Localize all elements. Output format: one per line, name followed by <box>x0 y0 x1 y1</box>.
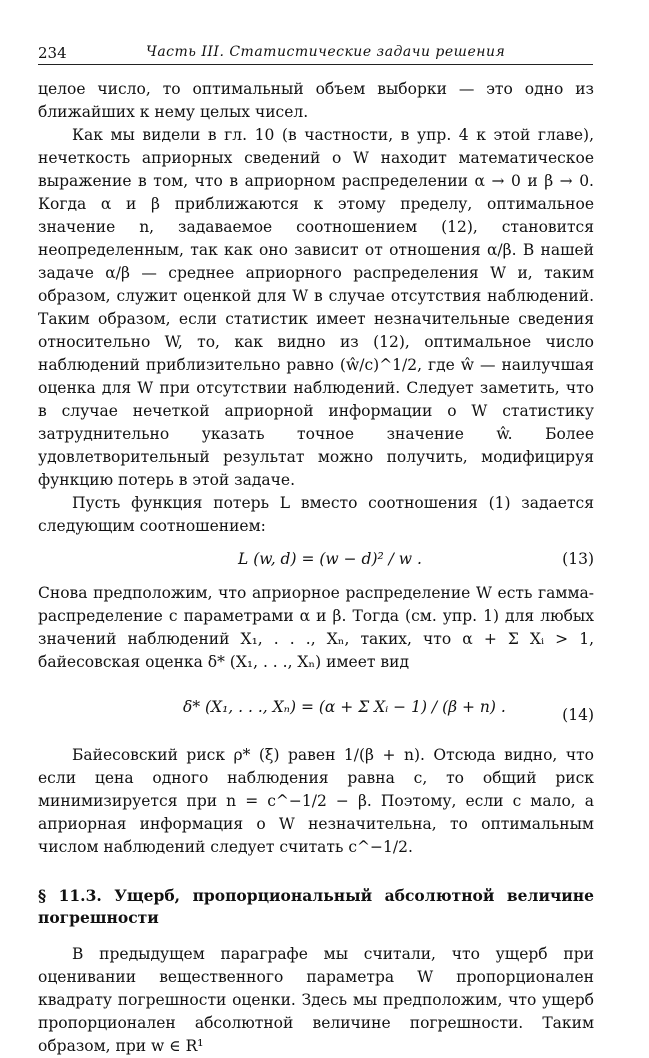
section-title: § 11.3. Ущерб, пропорциональный абсолютной величине погрешности <box>38 886 594 927</box>
paragraph-4: Снова предположим, что априорное распределение W есть гамма-распределение с параметрами α и β. Тогда (см. упр. 1) для любых значений наблюдений X₁, . . ., Xₙ, таких, что α + Σ Xᵢ > 1, байесовская оценка δ* (X₁, . . ., Xₙ) имеет вид <box>38 584 594 671</box>
paragraph-6: В предыдущем параграфе мы считали, что ущерб при оценивании вещественного параметра W пропорционален квадрату погрешности оценки. Здесь мы предположим, что ущерб пропорционален абсолютной величине погрешности. Таким образом, при w ∈ R¹ <box>38 945 594 1055</box>
equation-14-number: (14) <box>562 706 594 724</box>
equation-13 <box>38 538 594 582</box>
equation-14 <box>38 674 594 744</box>
paragraph-3: Пусть функция потерь L вместо соотношения (1) задается следующим соотношением: <box>38 494 594 535</box>
page-body <box>38 78 594 1058</box>
equation-14-formula: δ* (X₁, . . ., Xₙ) = (α + Σ Xᵢ − 1) / (β + n) . <box>183 698 506 716</box>
paragraph-1: целое число, то оптимальный объем выборки — это одно из ближайших к нему целых чисел. <box>38 80 594 121</box>
paragraph-2: Как мы видели в гл. 10 (в частности, в упр. 4 к этой главе), нечеткость априорных сведений о W находит математическое выражение в том, что в априорном распределении α → 0 и β → 0. Когда α и β приближаются к этому пределу, оптимальное значение n, задаваемое соотношением (12), становится неопределенным, так как оно зависит от отношения α/β. В нашей задаче α/β — среднее априорного распределения W и, таким образом, служит оценкой для W в случае отсутствия наблюдений. Таким образом, если статистик имеет незначительные сведения относительно W, то, как видно из (12), оптимальное число наблюдений приблизительно равно (ŵ/c)^1/2, где ŵ — наилучшая оценка для W при отсутствии наблюдений. Следует заметить, что в случае нечеткой априорной информации о W статистику затруднительно указать точное значение ŵ. Более удовлетворительный результат можно получить, модифицируя функцию потерь в этой задаче. <box>38 126 594 489</box>
running-head: Часть III. Статистические задачи решения <box>146 44 506 60</box>
equation-13-formula: L (w, d) = (w − d)² / w . <box>238 550 422 568</box>
equation-13-number: (13) <box>562 550 594 568</box>
page-number: 234 <box>38 44 67 62</box>
paragraph-5: Байесовский риск ρ* (ξ) равен 1/(β + n). Отсюда видно, что если цена одного наблюдения равна c, то общий риск минимизируется при n = c^−1/2 − β. Поэтому, если c мало, а априорная информация о W незначительна, то оптимальным числом наблюдений следует считать c^−1/2. <box>38 746 594 856</box>
running-header <box>38 42 593 65</box>
